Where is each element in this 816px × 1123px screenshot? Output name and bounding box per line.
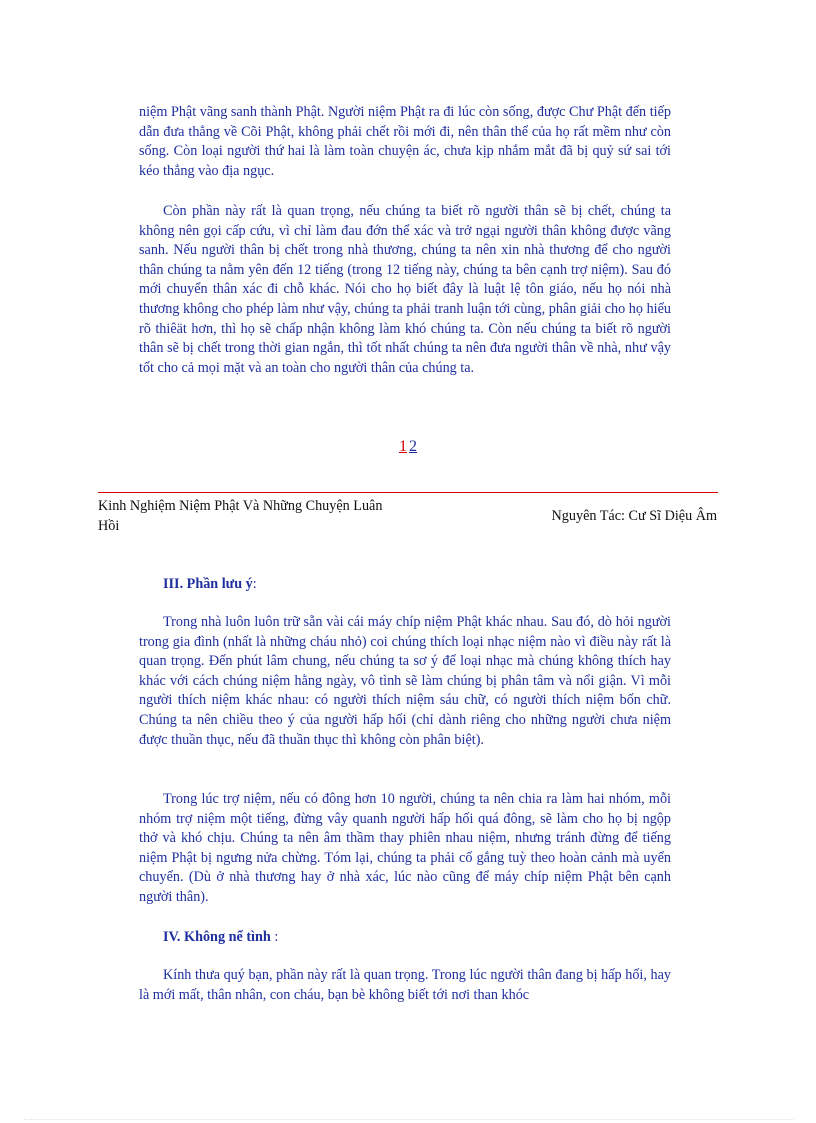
paragraph-cap-cuu: Còn phần này rất là quan trọng, nếu chúng ta biết rõ người thân sẽ bị chết, chúng ta không nên gọi cấp cứu, vì chỉ làm đau đớn thể xác và trở ngại người thân không được vãng sanh. Nếu người thân bị chết trong nhà thương, chúng ta nên xin nhà thương để cho người thân chúng ta nằm yên đến 12 tiếng (trong 12 tiếng này, chúng ta bên cạnh trợ niệm). Sau đó mới chuyển thân xác đi chỗ khác. Nói cho họ biết đây là luật lệ tôn giáo, nếu họ nói nhà thương không cho phép làm như vậy, chúng ta phải tranh luận tới cùng, phân giải cho họ hiểu rõ thiêät hơn, thì họ sẽ chấp nhận không làm khó chúng ta. Còn nếu chúng ta biết rõ người thân sẽ bị chết trong thời gian ngắn, thì tốt nhất chúng ta nên đưa người thân về nhà, như vậy tốt cho cả mọi mặt và an toàn cho người thân của chúng ta. <box>139 203 671 376</box>
section-heading-luu-y-colon: : <box>252 576 257 592</box>
section-heading-luu-y <box>163 574 257 594</box>
header-divider <box>98 492 718 493</box>
section-heading-khong-ne-tinh-colon: : <box>270 929 279 945</box>
section-heading-khong-ne-tinh <box>163 927 278 947</box>
pagination <box>0 437 816 457</box>
book-title: Kinh Nghiệm Niệm Phật Và Những Chuyện Luân Hồi <box>98 498 383 534</box>
paragraph-vang-sanh: niệm Phật vãng sanh thành Phật. Người niệm Phật ra đi lúc còn sống, được Chư Phật đến tiếp dẫn đưa thẳng về Cõi Phật, không phải chết rồi mới đi, nên thân thể của họ rất mềm như còn sống. Còn loại người thứ hai là làm toàn chuyện ác, chưa kịp nhắm mắt đã bị quỷ sứ sai tới kéo thẳng vào địa ngục. <box>139 104 671 179</box>
page-bottom-edge <box>24 1119 794 1120</box>
page-2-link[interactable]: 2 <box>409 438 417 455</box>
section-heading-luu-y-title: III. Phần lưu ý <box>163 576 253 592</box>
paragraph-tro-niem: Trong lúc trợ niệm, nếu có đông hơn 10 người, chúng ta nên chia ra làm hai nhóm, mỗi nhóm trợ niệm một tiếng, đừng vây quanh người hấp hối quá đông, sẽ làm cho họ bị ngộp thở và khó chịu. Chúng ta nên âm thầm thay phiên nhau niệm, nhưng tránh đừng để tiếng niệm Phật bị ngưng nửa chừng. Tóm lại, chúng ta phải cố gắng tuỳ theo hoàn cảnh mà uyển chuyển. (Dù ở nhà thương hay ở nhà xác, lúc nào cũng để máy chíp niệm Phật bên cạnh người thân). <box>139 791 671 905</box>
paragraph-may-chip: Trong nhà luôn luôn trữ sẵn vài cái máy chíp niệm Phật khác nhau. Sau đó, dò hỏi người trong gia đình (nhất là những cháu nhỏ) coi chúng thích loại nhạc niệm nào vì điều này rất là quan trọng. Đến phút lâm chung, nếu chúng ta sơ ý để loại nhạc mà chúng không thích hay khác với cách chúng niệm hằng ngày, vô tình sẽ làm chúng bị phân tâm và nổi giận. Vì mỗi người thích niệm khác nhau: có người thích niệm sáu chữ, có người thích niệm bốn chữ. Chúng ta nên chiều theo ý của người hấp hối (chỉ dành riêng cho những người chưa niệm được thuần thục, nếu đã thuần thục thì không còn phân biệt). <box>139 614 671 748</box>
paragraph-kinh-thua: Kính thưa quý bạn, phần này rất là quan trọng. Trong lúc người thân đang bị hấp hối, hay là mới mất, thân nhân, con cháu, bạn bè không biết tới nơi than khóc <box>139 967 671 1003</box>
section-heading-khong-ne-tinh-title: IV. Không nể tình <box>163 929 271 945</box>
author-credit: Nguyên Tác: Cư Sĩ Diệu Âm <box>551 508 717 524</box>
page-1-link[interactable]: 1 <box>399 438 407 455</box>
